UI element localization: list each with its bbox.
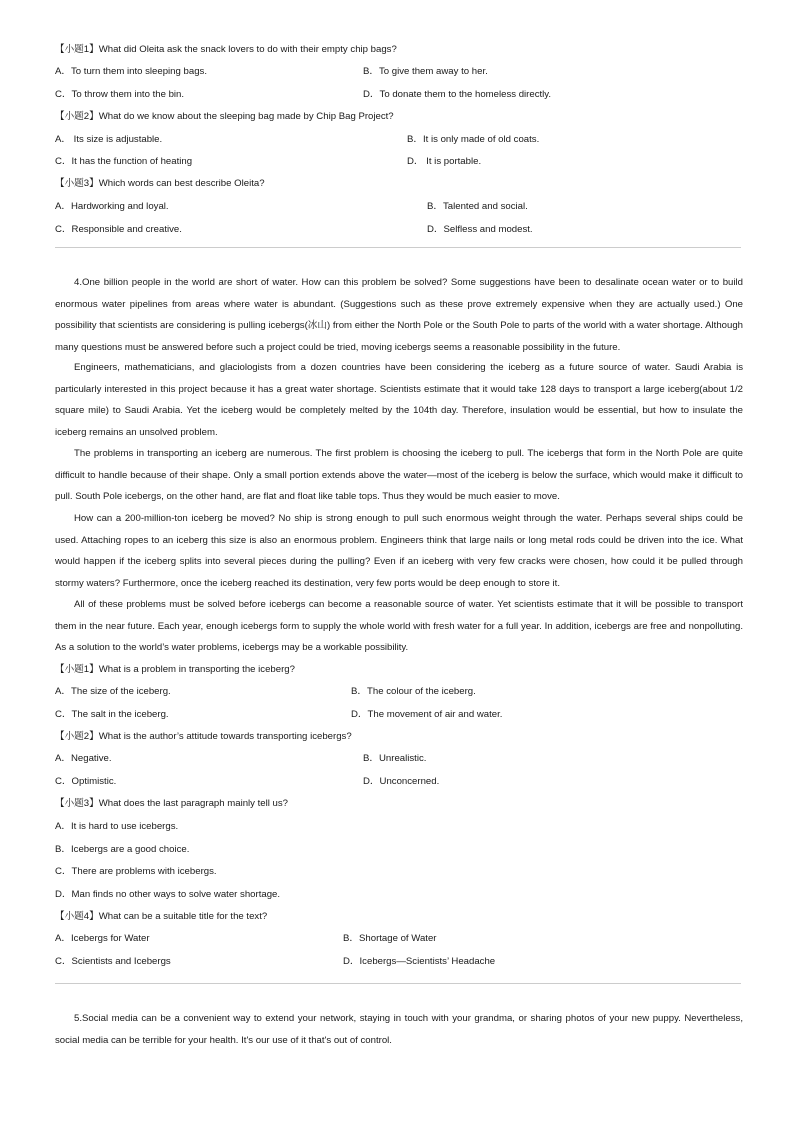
q3-2-option-a: A． Its size is adjustable. bbox=[55, 134, 163, 145]
q3-3-option-d: D．Selfless and modest. bbox=[427, 224, 533, 235]
q4-4-option-b: B．Shortage of Water bbox=[343, 933, 437, 944]
q3-1-option-d: D．To donate them to the homeless directly. bbox=[363, 89, 552, 100]
q4-paragraph-3: The problems in transporting an iceberg are numerous. The first problem is choosing the iceberg to pull. The icebergs that form in the North Pole are quite difficult to handle because of their shape. Only a small portion extends above the water—most of the iceberg is below the surface, which would make it difficult to pull. South Pole icebergs, on the other hand, are flat and float like table tops. Thus they would be much easier to move. bbox=[55, 448, 743, 503]
q3-3-option-c: C．Responsible and creative. bbox=[55, 224, 182, 235]
q4-3-option-b: B．Icebergs are a good choice. bbox=[55, 844, 190, 855]
q4-2-option-a: A．Negative. bbox=[55, 753, 112, 764]
section-divider bbox=[55, 983, 741, 984]
q3-3-option-b: B．Talented and social. bbox=[427, 201, 528, 212]
q4-1-stem: 【小题1】What is a problem in transporting the iceberg? bbox=[55, 664, 295, 675]
q4-3-stem: 【小题3】What does the last paragraph mainly tell us? bbox=[55, 798, 289, 809]
q3-1-option-a: A．To turn them into sleeping bags. bbox=[55, 66, 207, 77]
section-divider bbox=[55, 247, 741, 248]
q4-4-stem: 【小题4】What can be a suitable title for the text? bbox=[55, 911, 268, 922]
q4-1-option-c: C．The salt in the iceberg. bbox=[55, 709, 169, 720]
q4-2-option-d: D．Unconcerned. bbox=[363, 776, 440, 787]
q5-paragraph-1: 5.Social media can be a convenient way to extend your network, staying in touch with your grandma, or sharing photos of your new puppy. Nevertheless, social media can be terrible for your health. It's our use of it that's out of control. bbox=[55, 1013, 743, 1046]
q4-3-option-d: D．Man finds no other ways to solve water shortage. bbox=[55, 889, 281, 900]
q4-1-option-a: A．The size of the iceberg. bbox=[55, 686, 171, 697]
q4-paragraph-2: Engineers, mathematicians, and glaciologists from a dozen countries have been considering the iceberg as a future source of water. Saudi Arabia is particularly interested in this project because it has a great water shortage. Scientists estimate that it would take 128 days to transport a large iceberg(about 1/2 square mile) to Saudi Arabia. Yet the iceberg would be completely melted by the 104th day. Therefore, insulation would be essential, but how to insulate the iceberg remains an unsolved problem. bbox=[55, 362, 743, 438]
q4-paragraph-1: 4.One billion people in the world are short of water. How can this problem be solved? Some suggestions have been to desalinate ocean water or to build enormous water pipelines from areas where water is abundant. (Suggestions such as these prove extremely expensive when they are actually used.) One possibility that scientists are considering is pulling icebergs(冰山) from either the North Pole or the South Pole to parts of the world with a water shortage. Although many questions must be answered before such a project could be tried, moving icebergs seems a reasonable possibility in the future. bbox=[55, 277, 743, 353]
q3-1-option-b: B．To give them away to her. bbox=[363, 66, 488, 77]
q4-1-option-d: D．The movement of air and water. bbox=[351, 709, 503, 720]
q4-2-stem: 【小题2】What is the author’s attitude towards transporting icebergs? bbox=[55, 731, 352, 742]
q3-2-stem: 【小题2】What do we know about the sleeping bag made by Chip Bag Project? bbox=[55, 111, 394, 122]
q3-1-stem: 【小题1】What did Oleita ask the snack lovers to do with their empty chip bags? bbox=[55, 44, 397, 55]
q3-2-option-d: D． It is portable. bbox=[407, 156, 482, 167]
q3-3-stem: 【小题3】Which words can best describe Oleita? bbox=[55, 178, 265, 189]
q4-3-option-a: A．It is hard to use icebergs. bbox=[55, 821, 179, 832]
q4-paragraph-5: All of these problems must be solved before icebergs can become a reasonable source of water. Yet scientists estimate that it will be possible to transport them in the near future. Each year, enough icebergs form to supply the whole world with fresh water for a full year. In addition, icebergs are free and nonpolluting. As a solution to the world’s water problems, icebergs may be a workable possibility. bbox=[55, 599, 743, 654]
q4-4-option-c: C．Scientists and Icebergs bbox=[55, 956, 171, 967]
q3-2-option-b: B．It is only made of old coats. bbox=[407, 134, 540, 145]
q4-2-option-c: C．Optimistic. bbox=[55, 776, 117, 787]
q3-3-option-a: A．Hardworking and loyal. bbox=[55, 201, 169, 212]
q4-4-option-a: A．Icebergs for Water bbox=[55, 933, 150, 944]
q3-2-option-c: C．It has the function of heating bbox=[55, 156, 193, 167]
q4-2-option-b: B．Unrealistic. bbox=[363, 753, 427, 764]
q4-paragraph-4: How can a 200-million-ton iceberg be moved? No ship is strong enough to pull such enormous weight through the water. Perhaps several ships could be used. Attaching ropes to an iceberg this size is also an enormous problem. Engineers think that large nails or long metal rods could be driven into the ice. What would happen if the iceberg splits into several pieces during the pulling? Even if an iceberg with very few cracks were chosen, how could it be pulled through stormy waters? Furthermore, once the iceberg reached its destination, very few ports would be deep enough to store it. bbox=[55, 513, 743, 589]
q3-1-option-c: C．To throw them into the bin. bbox=[55, 89, 185, 100]
q4-4-option-d: D．Icebergs—Scientists’ Headache bbox=[343, 956, 496, 967]
q4-1-option-b: B．The colour of the iceberg. bbox=[351, 686, 476, 697]
q4-3-option-c: C．There are problems with icebergs. bbox=[55, 866, 217, 877]
